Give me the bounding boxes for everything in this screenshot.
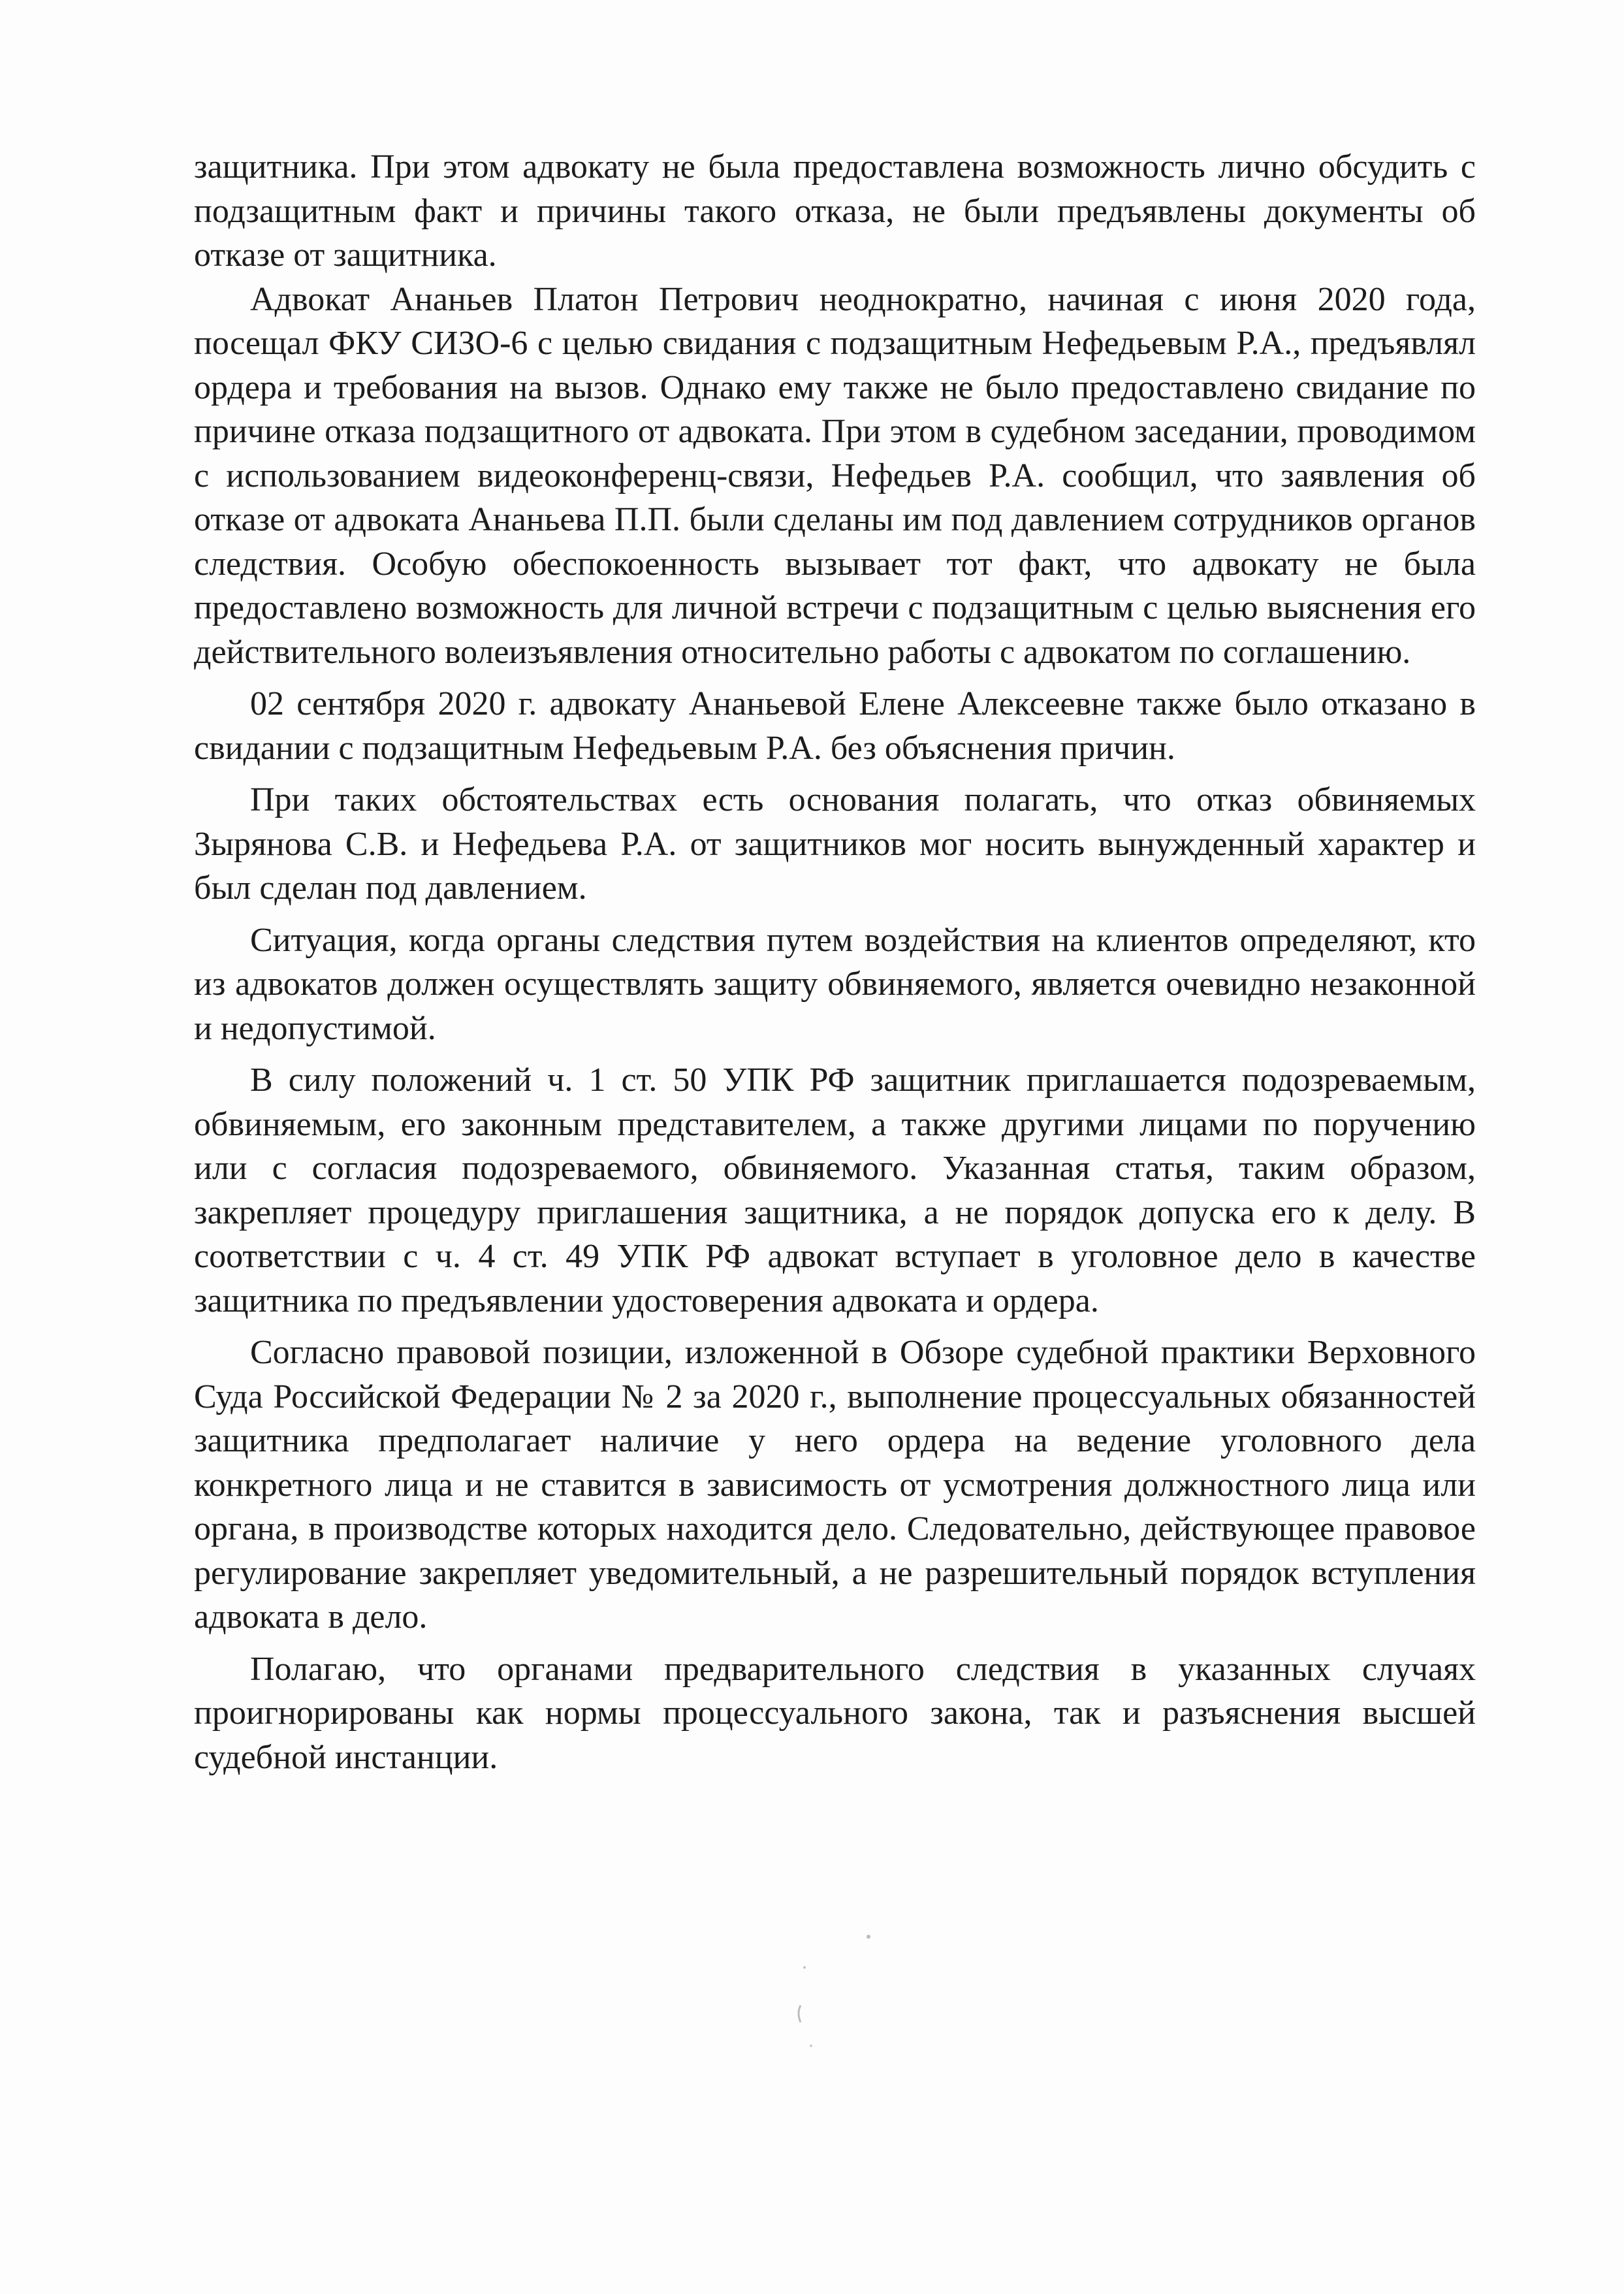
paragraph-ananyev-visits: Адвокат Ананьев Платон Петрович неоднократно, начиная с июня 2020 года, посещал ФКУ СИЗО-6 с целью свидания с подзащитным Нефедьевым Р.А., предъявлял ордера и требования на вызов. Однако ему также не было предоставлено свидание по причине отказа подзащитного от адвоката. При этом в судебном заседании, проводимом с использованием видеоконференц-связи, Нефедьев Р.А. сообщил, что заявления об отказе от адвоката Ананьева П.П. были сделаны им под давлением сотрудников органов следствия. Особую обеспокоенность вызывает тот факт, что адвокату не была предоставлено возможность для личной встречи с подзащитным с целью выяснения его действительного волеизъявления относительно работы с адвокатом по соглашению.	[194, 280, 1476, 671]
scan-speck	[867, 1935, 870, 1939]
paragraph-article-50: В силу положений ч. 1 ст. 50 УПК РФ защитник приглашается подозреваемым, обвиняемым, его законным представителем, а также другими лицами по поручению или с согласия подозреваемого, обвиняемого. Указанная статья, таким образом, закрепляет процедуру приглашения защитника, а не порядок допуска его к делу. В соответствии с ч. 4 ст. 49 УПК РФ адвокат вступает в уголовное дело в качестве защитника по предъявлении удостоверения адвоката и ордера.	[194, 1061, 1476, 1319]
scan-speck	[799, 2005, 801, 2022]
document-body	[194, 145, 1476, 1779]
paragraph-ananyeva-refusal: 02 сентября 2020 г. адвокату Ананьевой Елене Алексеевне также было отказано в свидании с подзащитным Нефедьевым Р.А. без объяснения причин.	[194, 685, 1476, 767]
scan-speck	[810, 2044, 812, 2047]
paragraph-forced-refusal: При таких обстоятельствах есть основания полагать, что отказ обвиняемых Зырянова С.В. и Нефедьева Р.А. от защитников мог носить вынужденный характер и был сделан под давлением.	[194, 781, 1476, 907]
paragraph-unlawful-situation: Ситуация, когда органы следствия путем воздействия на клиентов определяют, кто из адвокатов должен осуществлять защиту обвиняемого, является очевидно незаконной и недопустимой.	[194, 921, 1476, 1047]
scan-speck	[803, 1966, 806, 1969]
paragraph-continuation: защитника. При этом адвокату не была предоставлена возможность лично обсудить с подзащитным факт и причины такого отказа, не были предъявлены документы об отказе от защитника.	[194, 148, 1476, 274]
paragraph-conclusion: Полагаю, что органами предварительного следствия в указанных случаях проигнорированы как нормы процессуального закона, так и разъяснения высшей судебной инстанции.	[194, 1650, 1476, 1776]
paragraph-supreme-court-review: Согласно правовой позиции, изложенной в Обзоре судебной практики Верховного Суда Российской Федерации № 2 за 2020 г., выполнение процессуальных обязанностей защитника предполагает наличие у него ордера на ведение уголовного дела конкретного лица и не ставится в зависимость от усмотрения должностного лица или органа, в производстве которых находится дело. Следовательно, действующее правовое регулирование закрепляет уведомительный, а не разрешительный порядок вступления адвоката в дело.	[194, 1334, 1476, 1636]
